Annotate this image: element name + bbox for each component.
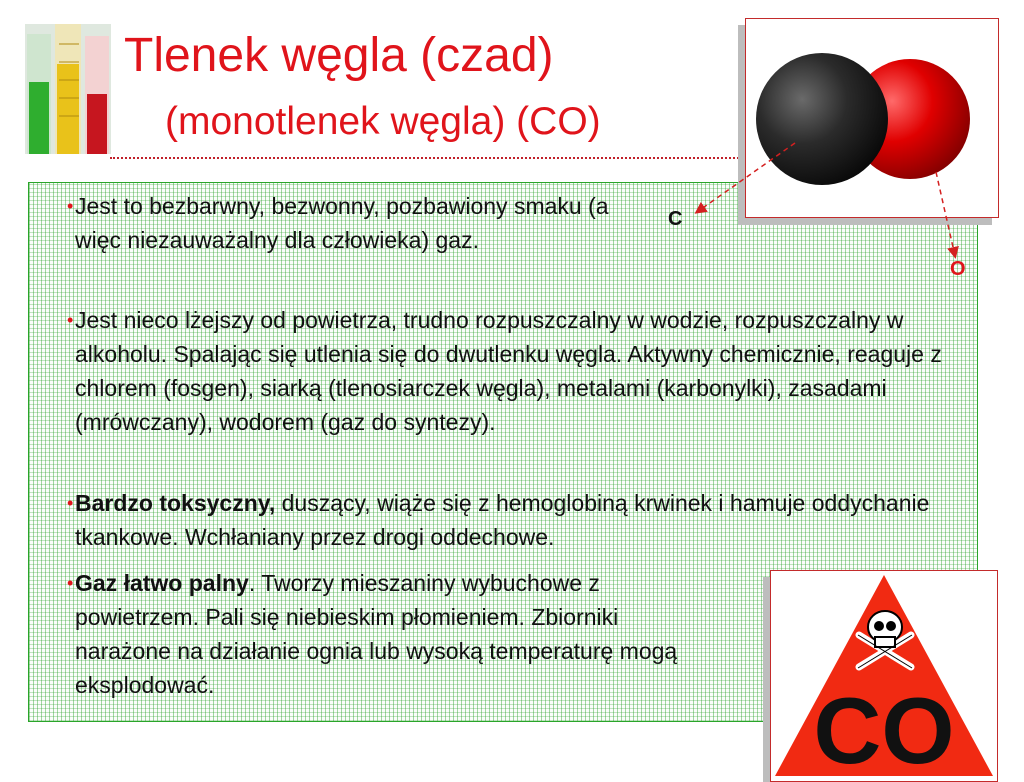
bullet-marker: •: [67, 310, 74, 330]
bullet-text: [75, 486, 945, 554]
slide-subtitle: (monotlenek węgla) (CO): [165, 100, 601, 143]
bullet-text: Jest nieco lżejszy od powietrza, trudno rozpuszczalny w wodzie, rozpuszczalny w alkoholu. Spalając się utlenia się do dwutlenku węgla. Aktywny chemicznie, reaguje z chlorem (fosgen), siarką (tlenosiarczek węgla), metalami (karbonylki), zasadami (mrówczany), wodorem (gaz do syntezy).: [75, 307, 942, 435]
carbon-label: C: [668, 208, 683, 230]
bullet-marker: •: [67, 573, 74, 593]
bullet-item: [67, 486, 945, 554]
carbon-atom: [756, 53, 888, 185]
slide-title: Tlenek węgla (czad): [124, 29, 554, 82]
hazard-co-text: CO: [813, 678, 955, 781]
hazard-sign: [770, 570, 998, 782]
co-molecule-image: [745, 18, 999, 218]
bullet-item: [67, 566, 711, 702]
bullet-bold-text: Bardzo toksyczny,: [75, 490, 276, 516]
bullet-item: [67, 303, 975, 439]
bullet-marker: •: [67, 196, 74, 216]
bullet-text: Jest to bezbarwny, bezwonny, pozbawiony smaku (a więc niezauważalny dla człowieka) gaz.: [75, 193, 609, 253]
bullet-text: [75, 566, 711, 702]
oxygen-label: O: [950, 258, 966, 280]
bullet-marker: •: [67, 493, 74, 513]
bullet-bold-text: Gaz łatwo palny: [75, 570, 249, 596]
title-divider: [110, 157, 750, 159]
test-tubes-image: [25, 24, 111, 154]
bullet-item: [67, 189, 641, 257]
bullet-rest-text: duszący, wiąże się z hemoglobiną krwinek i hamuje oddychanie tkankowe. Wchłaniany przez drogi oddechowe.: [75, 490, 930, 550]
bullet-rest-text: . Tworzy mieszaniny wybuchowe z powietrzem. Pali się niebieskim płomieniem. Zbiorniki narażone na działanie ognia lub wysoką temperaturę mogą eksplodować.: [75, 570, 678, 698]
